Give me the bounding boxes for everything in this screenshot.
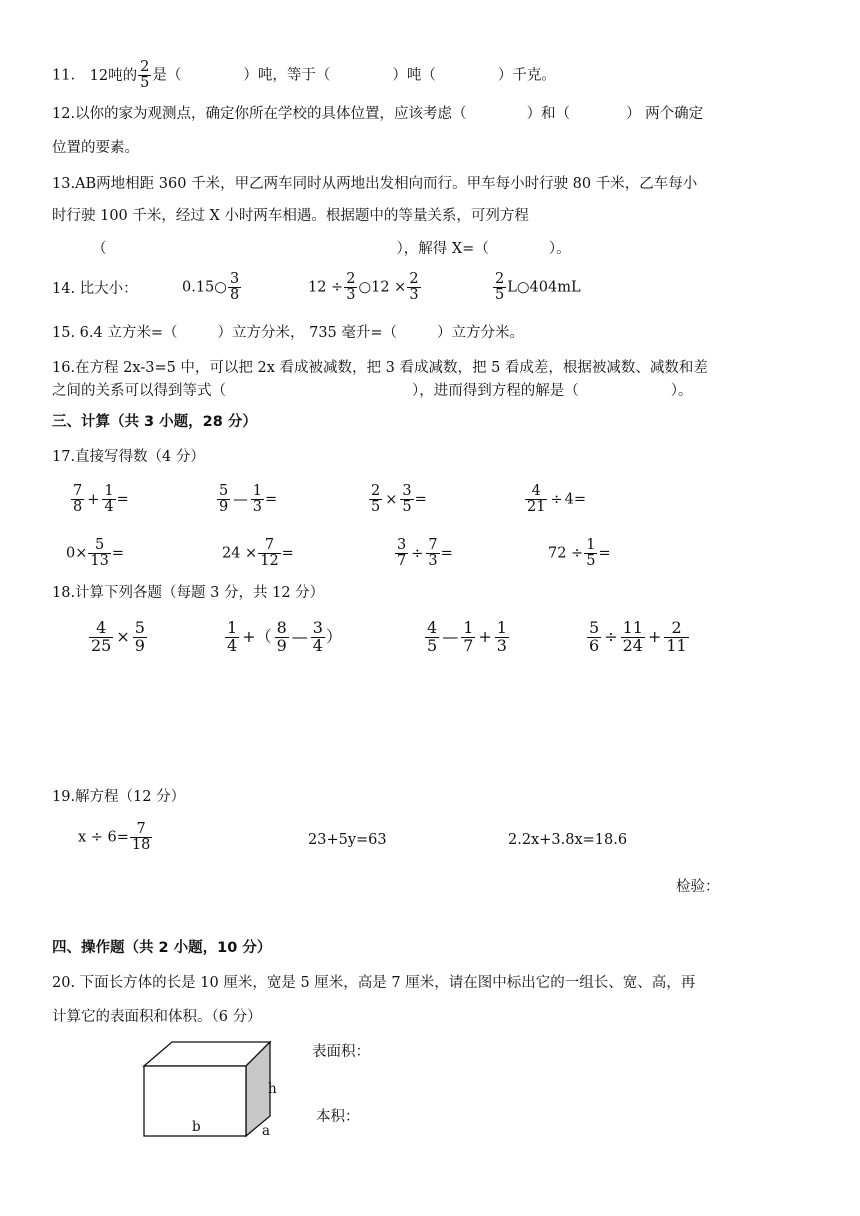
q14-label: 14. 比大小： <box>52 281 138 297</box>
fraction: $\frac{2}{5}$ <box>495 271 505 304</box>
question-13-line-3: （ ），解得 X=（ ）。 <box>92 241 571 257</box>
q19-check-label: 检验： <box>676 879 720 895</box>
q18-expr-3: $\frac{4}{5}$ — $\frac{1}{7}$ + $\frac{1}{3}$ <box>427 618 507 655</box>
q19-equation-1: x ÷ 6= $\frac{7}{18}$ <box>78 821 151 854</box>
q19-equation-3: 2.2x+3.8x=18.6 <box>508 832 628 848</box>
q11-blank-1: 是（ <box>152 67 182 84</box>
surface-area-label: 表面积： <box>312 1044 370 1060</box>
cuboid-label-h: h <box>268 1081 277 1097</box>
compare-a: 0.15○ $\frac{3}{8}$ <box>182 271 240 304</box>
q17-item-4: $\frac{4}{21}$ ÷ 4= <box>527 483 586 516</box>
q17-item-1: $\frac{7}{8}$ + $\frac{1}{4}$ = <box>73 483 129 516</box>
fraction: $\frac{2}{3}$ <box>409 271 419 304</box>
q18-expr-1: $\frac{4}{25}$ × $\frac{5}{9}$ <box>91 618 145 655</box>
fraction: $\frac{3}{8}$ <box>229 271 240 304</box>
question-18-title: 18.计算下列各题（每题 3 分，共 12 分） <box>52 585 325 601</box>
question-14 <box>52 278 138 300</box>
section-3-title: 三、计算（共 3 小题，28 分） <box>52 414 257 430</box>
question-13-line-1: 13.AB两地相距 360 千米，甲乙两车同时从两地出发相向而行。甲车每小时行驶 80 千米，乙车每小 <box>52 176 698 192</box>
fraction: $\frac{2}{3}$ <box>346 271 356 304</box>
q11-blank-2: ）吨，等于（ <box>243 67 331 84</box>
q11-blank-3: ）吨（ <box>392 67 436 84</box>
compare-b: 12 ÷ $\frac{2}{3}$ ○12 × $\frac{2}{3}$ <box>308 271 419 304</box>
q18-expr-2: $\frac{1}{4}$ +（ $\frac{8}{9}$ — $\frac{3}{4}$ ） <box>227 618 342 655</box>
q17-item-5: 0× $\frac{5}{13}$ = <box>66 537 124 570</box>
question-19-title: 19.解方程（12 分） <box>52 789 186 805</box>
question-20-line-2: 计算它的表面积和体积。（6 分） <box>52 1009 262 1025</box>
question-11 <box>52 60 556 91</box>
question-17-title: 17.直接写得数（4 分） <box>52 449 205 465</box>
q17-item-2: $\frac{5}{9}$ — $\frac{1}{3}$ = <box>219 483 278 516</box>
compare-c: $\frac{2}{5}$ L○404mL <box>495 271 581 304</box>
section-4-title: 四、操作题（共 2 小题，10 分） <box>52 940 272 956</box>
q19-equation-2: 23+5y=63 <box>308 832 387 848</box>
cuboid-label-b: b <box>192 1119 201 1135</box>
question-12-line-1: 12.以你的家为观测点，确定你所在学校的具体位置，应该考虑（ ）和（ ） 两个确定 <box>52 106 704 122</box>
cuboid-label-a: a <box>262 1123 271 1139</box>
fraction: $\frac{2}{5}$ <box>140 59 150 92</box>
q17-item-3: $\frac{2}{5}$ × $\frac{3}{5}$ = <box>371 483 427 516</box>
question-number: 11. <box>52 67 76 84</box>
question-16-line-1: 16.在方程 2x-3=5 中，可以把 2x 看成被减数，把 3 看成减数，把 5 看成差，根据被减数、减数和差 <box>52 360 708 376</box>
q17-item-8: 72 ÷ $\frac{1}{5}$ = <box>548 537 611 570</box>
question-12-line-2: 位置的要素。 <box>52 140 139 156</box>
q11-pre: 12吨的 <box>89 67 138 84</box>
question-13-line-2: 时行驶 100 千米，经过 X 小时两车相遇。根据题中的等量关系，可列方程 <box>52 208 529 224</box>
q18-expr-4: $\frac{5}{6}$ ÷ $\frac{11}{24}$ + $\frac{2}{11}$ <box>589 618 687 655</box>
q11-end: ）千克。 <box>497 67 556 84</box>
question-20-line-1: 20. 下面长方体的长是 10 厘米，宽是 5 厘米，高是 7 厘米，请在图中标出它的一组长、宽、高，再 <box>52 975 696 991</box>
question-15: 15. 6.4 立方米=（ ）立方分米， 735 毫升=（ ）立方分米。 <box>52 325 525 341</box>
volume-label: 本积： <box>316 1109 360 1125</box>
q17-item-7: $\frac{3}{7}$ ÷ $\frac{7}{3}$ = <box>397 537 453 570</box>
q17-item-6: 24 × $\frac{7}{12}$ = <box>222 537 294 570</box>
question-16-line-2: 之间的关系可以得到等式（ ），进而得到方程的解是（ ）。 <box>52 383 693 399</box>
